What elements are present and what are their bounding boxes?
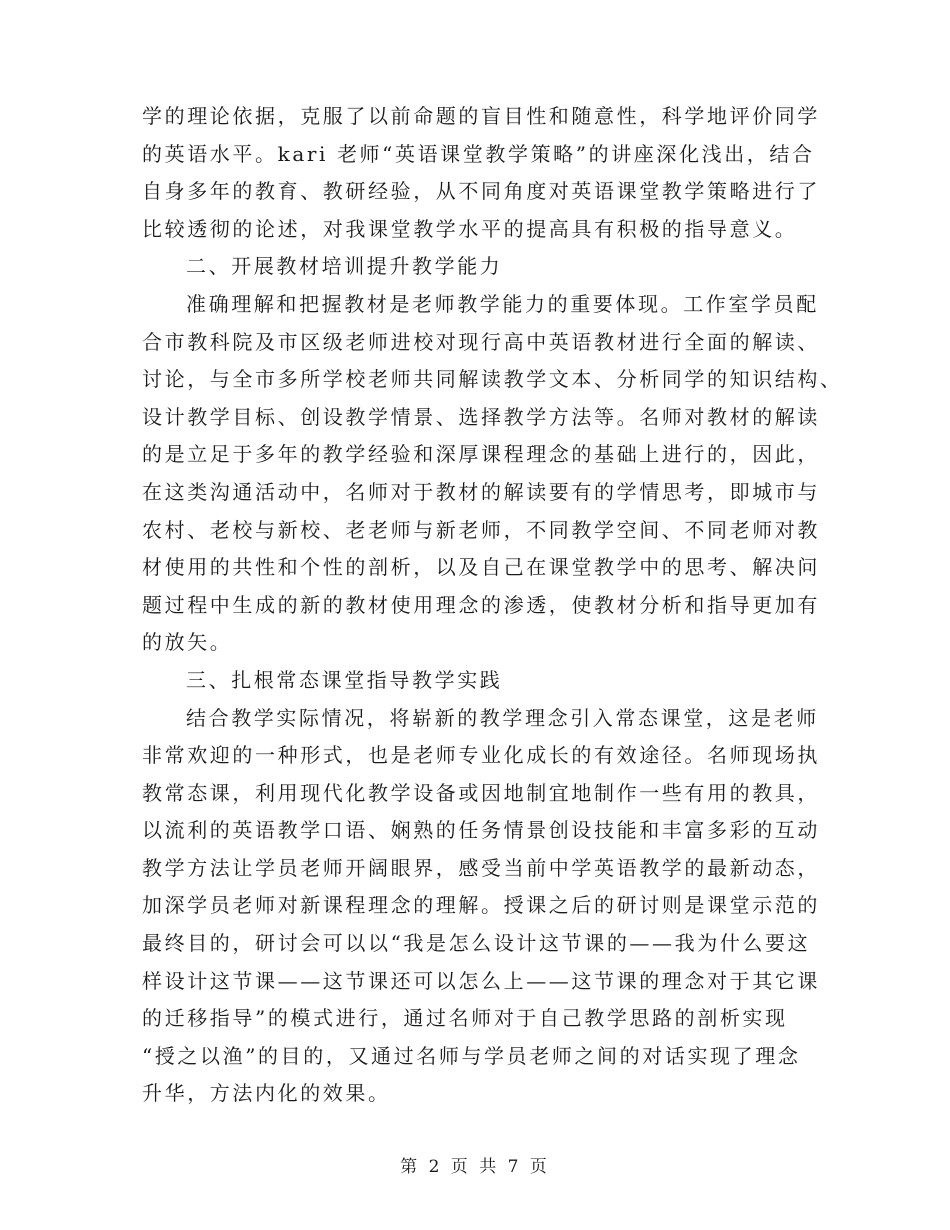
text-line: 合市教科院及市区级老师进校对现行高中英语教材进行全面的解读、 (142, 329, 820, 354)
text-line: 设计教学目标、创设教学情景、选择教学方法等。名师对教材的解读 (142, 404, 820, 429)
text-line: “授之以渔”的目的，又通过名师与学员老师之间的对话实现了理念 (142, 1043, 801, 1068)
section-heading-2: 二、开展教材培训提升教学能力 (186, 254, 503, 279)
text-line: 的英语水平。kari 老师“英语课堂教学策略”的讲座深化浅出，结合 (142, 141, 815, 166)
text-line: 材使用的共性和个性的剖析，以及自己在课堂教学中的思考、解决问 (142, 555, 820, 580)
text-line: 学的理论依据，克服了以前命题的盲目性和随意性，科学地评价同学 (142, 104, 820, 128)
text-line: 在这类沟通活动中，名师对于教材的解读要有的学情思考，即城市与 (142, 479, 820, 504)
paragraph-textbook-training (142, 286, 843, 662)
paragraph-classroom-practice (142, 700, 820, 1114)
text-line: 以流利的英语教学口语、娴熟的任务情景创设技能和丰富多彩的互动 (142, 818, 820, 843)
text-line: 的是立足于多年的教学经验和深厚课程理念的基础上进行的，因此， (142, 442, 820, 467)
text-line: 讨论，与全市多所学校老师共同解读教学文本、分析同学的知识结构、 (142, 367, 843, 392)
text-line: 升华，方法内化的效果。 (142, 1081, 391, 1106)
text-line: 结合教学实际情况，将崭新的教学理念引入常态课堂，这是老师 (186, 705, 819, 730)
text-line: 最终目的，研讨会可以以“我是怎么设计这节课的——我为什么要这 (142, 931, 811, 956)
text-line: 农村、老校与新校、老老师与新老师，不同教学空间、不同老师对教 (142, 517, 820, 542)
section-heading-3: 三、扎根常态课堂指导教学实践 (186, 667, 503, 692)
text-line: 教常态课，利用现代化教学设备或因地制宜地制作一些有用的教具， (142, 780, 820, 805)
text-line: 准确理解和把握教材是老师教学能力的重要体现。工作室学员配 (186, 291, 819, 316)
page-number-footer: 第 2 页 共 7 页 (400, 1157, 550, 1177)
text-line: 教学方法让学员老师开阔眼界，感受当前中学英语教学的最新动态， (142, 855, 820, 880)
document-body (142, 98, 843, 1113)
text-line: 的放矢。 (142, 630, 233, 655)
text-line: 样设计这节课——这节课还可以怎么上——这节课的理念对于其它课 (142, 968, 820, 993)
paragraph-lecture-summary (142, 98, 820, 248)
text-line: 加深学员老师对新课程理念的理解。授课之后的研讨则是课堂示范的 (142, 893, 820, 918)
text-line: 自身多年的教育、教研经验，从不同角度对英语课堂教学策略进行了 (142, 179, 820, 204)
text-line: 比较透彻的论述，对我课堂教学水平的提高具有积极的指导意义。 (142, 216, 798, 241)
text-line: 非常欢迎的一种形式，也是老师专业化成长的有效途径。名师现场执 (142, 743, 820, 768)
text-line: 的迁移指导”的模式进行，通过名师对于自己教学思路的剖析实现 (142, 1006, 788, 1031)
text-line: 题过程中生成的新的教材使用理念的渗透，使教材分析和指导更加有 (142, 592, 820, 617)
